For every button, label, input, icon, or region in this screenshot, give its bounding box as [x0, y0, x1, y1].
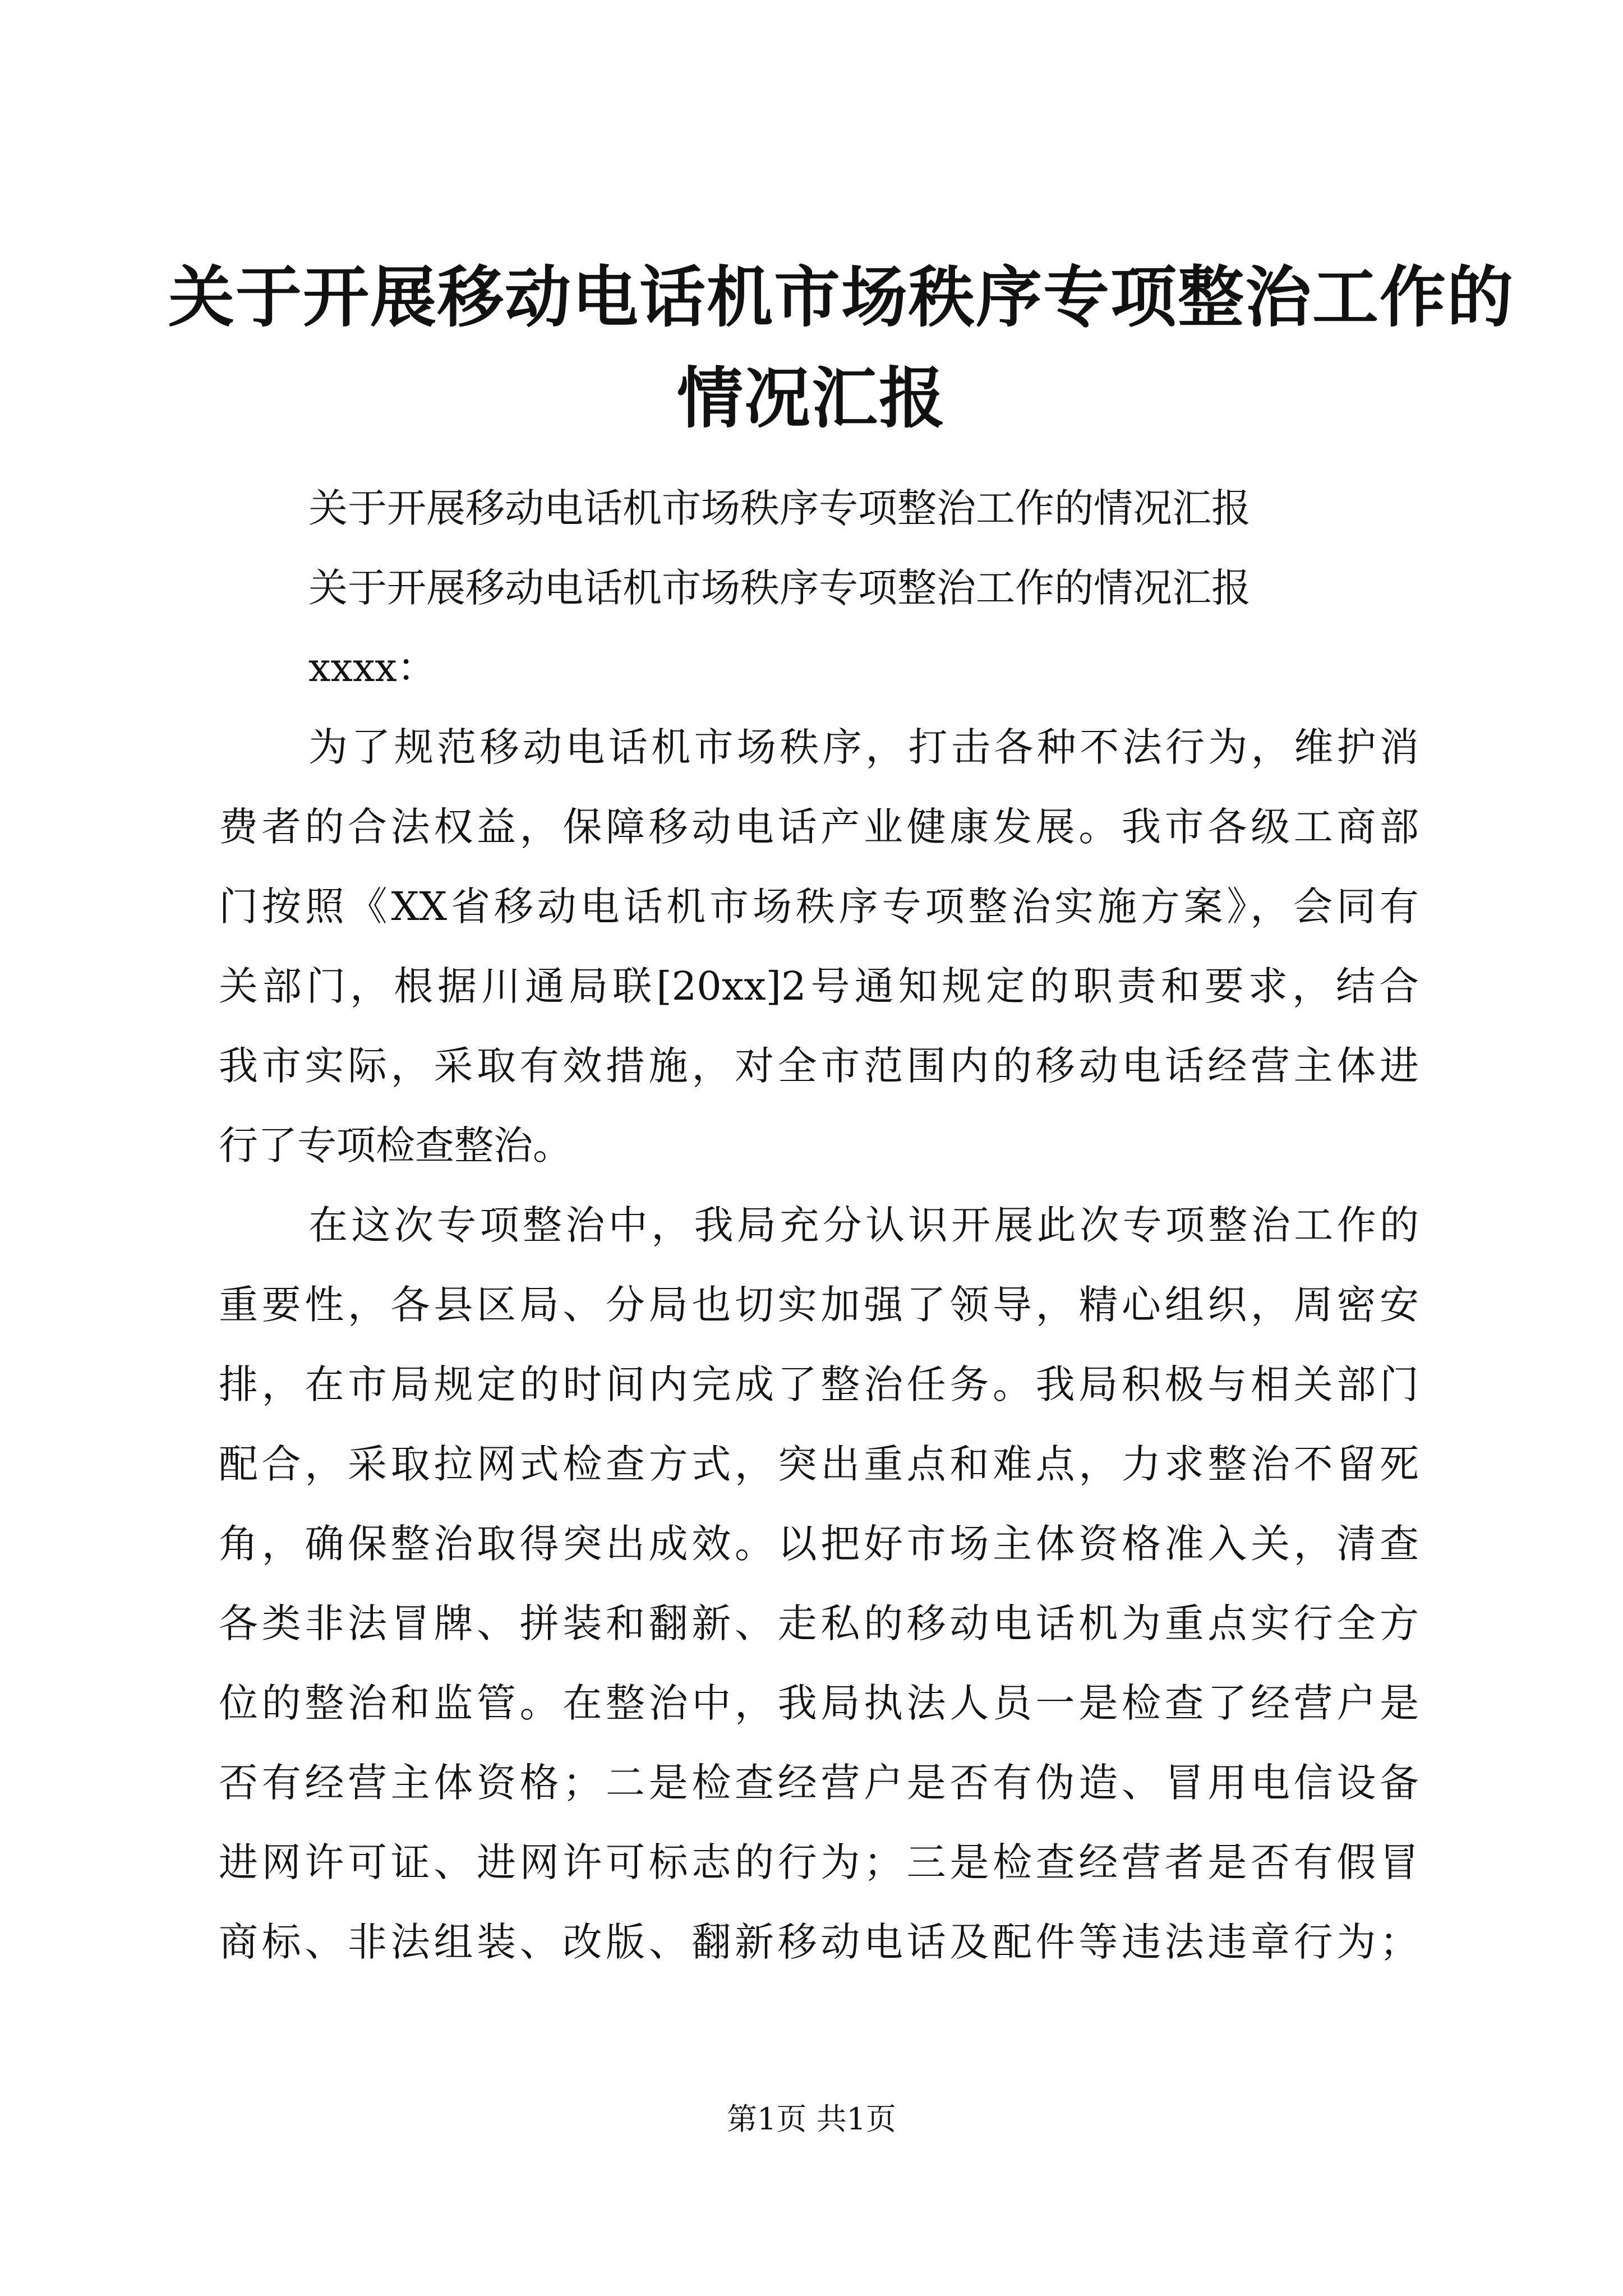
paragraph-2-line: 商标、非法组装、改版、翻新移动电话及配件等违法违章行为； — [219, 1919, 1419, 1965]
subtitle-line-1: 关于开展移动电话机市场秩序专项整治工作的情况汇报 — [308, 485, 1251, 531]
paragraph-2-line: 重要性，各县区局、分局也切实加强了领导，精心组织，周密安 — [219, 1282, 1419, 1328]
paragraph-2-line: 在这次专项整治中，我局充分认识开展此次专项整治工作的 — [308, 1202, 1419, 1248]
paragraph-2-line: 否有经营主体资格；二是检查经营户是否有伪造、冒用电信设备 — [219, 1760, 1419, 1806]
title-line-1: 关于开展移动电话机市场秩序专项整治工作的 — [168, 258, 1515, 336]
paragraph-2-line: 各类非法冒牌、拼装和翻新、走私的移动电话机为重点实行全方 — [219, 1600, 1419, 1646]
page-footer: 第1页 共1页 — [727, 2101, 896, 2137]
salutation: xxxx： — [308, 645, 436, 691]
paragraph-1-line: 关部门，根据川通局联[20xx]2号通知规定的职责和要求，结合 — [219, 963, 1419, 1009]
paragraph-1 — [219, 707, 1419, 1185]
document-title — [168, 247, 1515, 449]
title-line-2: 情况汇报 — [676, 359, 946, 437]
paragraph-1-line: 我市实际，采取有效措施，对全市范围内的移动电话经营主体进 — [219, 1043, 1419, 1089]
document-body — [219, 468, 1419, 1982]
paragraph-1-line: 行了专项检查整治。 — [219, 1122, 572, 1168]
paragraph-2-line: 角，确保整治取得突出成效。以把好市场主体资格准入关，清查 — [219, 1521, 1419, 1567]
paragraph-2-line: 排，在市局规定的时间内完成了整治任务。我局积极与相关部门 — [219, 1361, 1419, 1407]
subtitle-line-2: 关于开展移动电话机市场秩序专项整治工作的情况汇报 — [308, 565, 1251, 611]
paragraph-1-line: 门按照《XX省移动电话机市场秩序专项整治实施方案》，会同有 — [219, 884, 1419, 930]
paragraph-2-line: 位的整治和监管。在整治中，我局执法人员一是检查了经营户是 — [219, 1680, 1419, 1726]
paragraph-2-line: 配合，采取拉网式检查方式，突出重点和难点，力求整治不留死 — [219, 1441, 1419, 1487]
paragraph-2-line: 进网许可证、进网许可标志的行为；三是检查经营者是否有假冒 — [219, 1839, 1419, 1885]
paragraph-2 — [219, 1185, 1419, 1982]
paragraph-1-line: 费者的合法权益，保障移动电话产业健康发展。我市各级工商部 — [219, 804, 1419, 850]
paragraph-1-line: 为了规范移动电话机市场秩序，打击各种不法行为，维护消 — [308, 724, 1419, 770]
